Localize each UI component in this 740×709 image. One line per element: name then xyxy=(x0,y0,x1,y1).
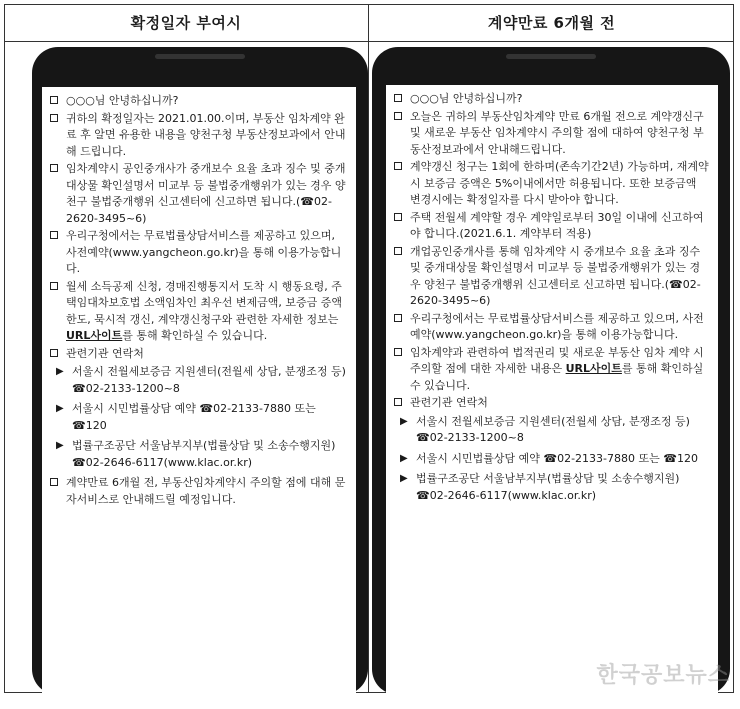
item-text: ○○○님 안녕하십니까? xyxy=(66,94,179,107)
table-header-row xyxy=(4,4,734,42)
phone-mockup-left xyxy=(32,47,368,695)
item-text: 계약갱신 청구는 1회에 한하며(존속기간2년) 가능하며, 재계약시 보증금 증액은 5%이내에서만 허용됩니다. 또한 보증금액 변경시에는 확정일자를 다시 받아야 합니다. xyxy=(410,160,709,206)
item-text: 귀하의 확정일자는 2021.01.00.이며, 부동산 임차계약 완료 후 알면 유용한 내용을 양천구청 부동산정보과에서 안내해 드립니다. xyxy=(66,111,346,158)
triangle-bullet-icon: ▶ xyxy=(56,366,64,377)
triangle-bullet-icon: ▶ xyxy=(56,440,64,451)
message-list-item xyxy=(50,346,348,363)
url-site-link[interactable]: URL사이트 xyxy=(66,329,123,342)
phone-mockup-right xyxy=(372,47,730,695)
checkbox-bullet-icon xyxy=(394,398,402,406)
message-list-item xyxy=(394,345,710,395)
speaker-icon xyxy=(506,54,596,59)
message-list-item xyxy=(50,161,348,227)
checkbox-bullet-icon xyxy=(394,213,402,221)
item-text: 우리구청에서는 무료법률상담서비스를 제공하고 있으며, 사전예약(www.yangcheon.go.kr)을 통해 이용가능합니다. xyxy=(410,311,704,341)
item-text: 임차계약시 공인중개사가 중개보수 요율 초과 징수 및 중개대상물 확인설명서 미교부 등 불법중개행위가 있는 경우 양천구 불법중개행위 신고센터에 신고하면 됩니다.(☎02-2620-3495~6) xyxy=(66,162,346,225)
url-site-link[interactable]: URL사이트 xyxy=(565,362,622,375)
item-text: 를 통해 확인하실 수 있습니다. xyxy=(122,329,268,342)
item-text: 임차계약과 관련하여 법적권리 및 새로운 부동산 임차 계약 시 주의할 점에 대한 자세한 내용은 xyxy=(410,345,704,375)
watermark: 한국공보뉴스 xyxy=(596,663,730,688)
item-text: 주택 전월세 계약할 경우 계약일로부터 30일 이내에 신고하여야 합니다.(2021.6.1. 계약부터 적용) xyxy=(410,210,704,240)
sub-item-text: 법률구조공단 서울남부지부(법률상담 및 소송수행지원) ☎02-2646-6117(www.klac.or.kr) xyxy=(416,472,680,502)
column-divider xyxy=(368,4,369,693)
contact-sub-item xyxy=(394,451,710,468)
contact-sub-item xyxy=(394,471,710,504)
item-text: 를 통해 확인하실 수 있습니다. xyxy=(410,362,704,392)
checkbox-bullet-icon xyxy=(394,348,402,356)
message-list-item xyxy=(394,244,710,310)
message-list-item xyxy=(50,111,348,161)
message-list-item xyxy=(50,228,348,278)
message-list-item xyxy=(394,395,710,412)
checkbox-bullet-icon xyxy=(394,247,402,255)
phone-screen-left xyxy=(42,87,356,709)
checkbox-bullet-icon xyxy=(394,314,402,322)
checkbox-bullet-icon xyxy=(394,94,402,102)
phone-screen-right xyxy=(386,85,718,707)
item-text: 관련기관 연락처 xyxy=(66,346,144,360)
speaker-icon xyxy=(155,54,245,59)
triangle-bullet-icon: ▶ xyxy=(400,415,408,427)
triangle-bullet-icon: ▶ xyxy=(400,452,408,464)
header-confirmation-date: 확정일자 부여시 xyxy=(130,14,242,32)
item-text: 오늘은 귀하의 부동산임차계약 만료 6개월 전으로 계약갱신구 및 새로운 부동산 임차계약시 주의할 점에 대하여 양천구청 부동산정보과에서 안내해드립니다. xyxy=(410,109,704,156)
item-text: 우리구청에서는 무료법률상담서비스를 제공하고 있으며, 사전예약(www.yangcheon.go.kr)을 통해 이용가능합니다. xyxy=(66,229,342,275)
message-list-item xyxy=(50,93,348,110)
sub-item-text: 서울시 시민법률상담 예약 ☎02-2133-7880 또는 ☎120 xyxy=(416,451,698,465)
sub-item-text: 서울시 전월세보증금 지원센터(전월세 상담, 분쟁조정 등) ☎02-2133-1200~8 xyxy=(72,365,346,395)
contact-sub-item xyxy=(50,364,348,397)
checkbox-bullet-icon xyxy=(50,114,58,122)
checkbox-bullet-icon xyxy=(50,282,58,290)
item-text: 관련기관 연락처 xyxy=(410,396,488,409)
sub-item-text: 서울시 시민법률상담 예약 ☎02-2133-7880 또는 ☎120 xyxy=(72,402,316,432)
contact-sub-item xyxy=(394,414,710,447)
triangle-bullet-icon: ▶ xyxy=(400,473,408,484)
checkbox-bullet-icon xyxy=(394,162,402,170)
header-contract-expiry: 계약만료 6개월 전 xyxy=(487,14,616,32)
message-list-item xyxy=(50,475,348,508)
item-text: 월세 소득공제 신청, 경매진행통지서 도착 시 행동요령, 주택임대차보호법 소액임차인 최우선 변제금액, 보증금 증액한도, 묵시적 갱신, 계약갱신청구와 관련한 자세한 정보는 xyxy=(66,279,343,326)
message-list-item xyxy=(394,311,710,344)
message-list-item xyxy=(394,210,710,243)
sub-item-text: 서울시 전월세보증금 지원센터(전월세 상담, 분쟁조정 등) ☎02-2133-1200~8 xyxy=(416,414,690,444)
triangle-bullet-icon: ▶ xyxy=(56,403,64,414)
checkbox-bullet-icon xyxy=(50,231,58,239)
message-list-item xyxy=(394,109,710,159)
checkbox-bullet-icon xyxy=(50,164,58,172)
checkbox-bullet-icon xyxy=(50,96,58,104)
contact-sub-item xyxy=(50,438,348,471)
item-text: 계약만료 6개월 전, 부동산임차계약시 주의할 점에 대해 문자서비스로 안내해드릴 예정입니다. xyxy=(66,476,346,506)
message-content-right xyxy=(386,85,718,504)
item-text: 개업공인중개사를 통해 임차계약 시 중개보수 요율 초과 징수 및 중개대상물 확인설명서 미교부 등 불법중개행위가 있는 경우 양천구 불법중개행위 신고센터로 신고하면 됩니다.(☎02-2620-3495~6) xyxy=(410,244,701,307)
message-list-item xyxy=(50,279,348,345)
sub-item-text: 법률구조공단 서울남부지부(법률상담 및 소송수행지원) ☎02-2646-6117(www.klac.or.kr) xyxy=(72,439,336,469)
checkbox-bullet-icon xyxy=(394,112,402,120)
message-list-item xyxy=(394,91,710,108)
contact-sub-item xyxy=(50,401,348,434)
checkbox-bullet-icon xyxy=(50,349,58,357)
checkbox-bullet-icon xyxy=(50,478,58,486)
item-text: ○○○님 안녕하십니까? xyxy=(410,92,523,105)
message-list-item xyxy=(394,159,710,209)
message-content-left xyxy=(42,87,356,508)
